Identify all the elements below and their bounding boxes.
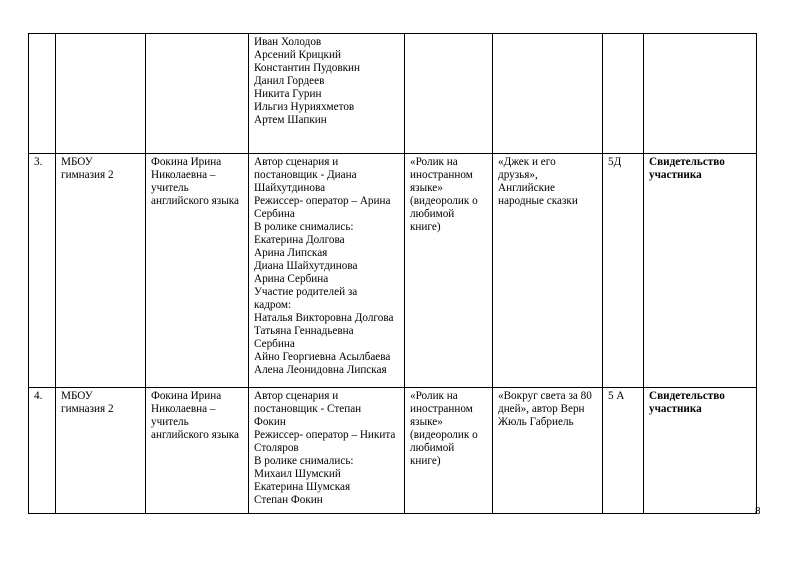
result-cell	[644, 388, 757, 514]
participants-line: Автор сценария и	[254, 156, 339, 168]
nomination-line: книге)	[410, 221, 441, 233]
participants-line: Арина Липская	[254, 247, 328, 259]
participants-cell	[249, 388, 405, 514]
work-line: Жюль Габриель	[498, 416, 574, 428]
row-number-text: 3.	[34, 156, 43, 168]
participants-line: Константин Пудовкин	[254, 62, 361, 74]
participants-cell	[249, 154, 405, 388]
teacher-line: Николаевна –	[151, 403, 216, 415]
participants-line: Сербина	[254, 338, 295, 350]
class-cell	[603, 388, 644, 514]
page-number: 8	[755, 506, 761, 517]
class-text: 5Д	[608, 156, 622, 168]
participants-line: Айно Георгиевна Асылбаева	[254, 351, 391, 363]
result-cell	[644, 34, 757, 154]
participants-line: Михаил Шумский	[254, 468, 341, 480]
participants-line: Наталья Викторовна Долгова	[254, 312, 394, 324]
participants-line: Алена Леонидовна Липская	[254, 364, 387, 376]
row-number-text: 4.	[34, 390, 43, 402]
participants-line: В ролике снимались:	[254, 221, 354, 233]
teacher-line: Фокина Ирина	[151, 390, 222, 402]
participants-line: В ролике снимались:	[254, 455, 354, 467]
nomination-cell	[405, 154, 493, 388]
nomination-cell	[405, 34, 493, 154]
row-number-cell	[29, 388, 56, 514]
nomination-line: «Ролик на	[410, 156, 458, 168]
nomination-line: (видеоролик о	[410, 429, 478, 441]
work-line: Английские	[498, 182, 555, 194]
result-line: участника	[649, 169, 702, 181]
result-line: участника	[649, 403, 702, 415]
nomination-cell	[405, 388, 493, 514]
teacher-line: английского языка	[151, 195, 239, 207]
teacher-line: Фокина Ирина	[151, 156, 222, 168]
school-line: МБОУ	[61, 156, 93, 168]
class-cell	[603, 154, 644, 388]
teacher-line: учитель	[151, 182, 189, 194]
nomination-line: языке»	[410, 416, 443, 428]
work-cell	[493, 154, 603, 388]
participants-line: Артем Шапкин	[254, 114, 327, 126]
participants-line: Арсений Крицкий	[254, 49, 341, 61]
participants-line: Режиссер- оператор – Никита	[254, 429, 396, 441]
work-line: народные сказки	[498, 195, 578, 207]
participants-line: Участие родителей за	[254, 286, 358, 298]
participants-line: Режиссер- оператор – Арина	[254, 195, 391, 207]
row-number-cell	[29, 34, 56, 154]
teacher-line: Николаевна –	[151, 169, 216, 181]
work-line: друзья»,	[498, 169, 538, 181]
table-row	[29, 388, 757, 514]
school-cell	[56, 388, 146, 514]
participants-line: Екатерина Долгова	[254, 234, 345, 246]
teacher-line: английского языка	[151, 429, 239, 441]
nomination-line: языке»	[410, 182, 443, 194]
result-cell	[644, 154, 757, 388]
result-line: Свидетельство	[649, 156, 725, 168]
participants-line: Степан Фокин	[254, 494, 323, 506]
teacher-cell	[146, 34, 249, 154]
nomination-line: любимой	[410, 442, 455, 454]
work-cell	[493, 388, 603, 514]
class-text: 5 А	[608, 390, 625, 402]
table-row	[29, 34, 757, 154]
participants-line: Автор сценария и	[254, 390, 339, 402]
table-row	[29, 154, 757, 388]
teacher-line: учитель	[151, 416, 189, 428]
nomination-line: книге)	[410, 455, 441, 467]
nomination-line: «Ролик на	[410, 390, 458, 402]
work-line: дней», автор Верн	[498, 403, 585, 415]
nomination-line: любимой	[410, 208, 455, 220]
participants-line: Шайхутдинова	[254, 182, 326, 194]
participants-line: Ильгиз Нурияхметов	[254, 101, 355, 113]
school-line: МБОУ	[61, 390, 93, 402]
nomination-line: (видеоролик о	[410, 195, 478, 207]
class-cell	[603, 34, 644, 154]
participants-line: кадром:	[254, 299, 292, 311]
results-table	[28, 33, 757, 514]
participants-line: Иван Холодов	[254, 36, 322, 48]
work-line: «Вокруг света за 80	[498, 390, 592, 402]
participants-line: Данил Гордеев	[254, 75, 325, 87]
work-cell	[493, 34, 603, 154]
participants-line: Никита Гурин	[254, 88, 322, 100]
participants-cell	[249, 34, 405, 154]
school-cell	[56, 154, 146, 388]
teacher-cell	[146, 154, 249, 388]
participants-line: Арина Сербина	[254, 273, 329, 285]
result-line: Свидетельство	[649, 390, 725, 402]
participants-line: Сербина	[254, 208, 295, 220]
school-line: гимназия 2	[61, 403, 114, 415]
participants-line: Фокин	[254, 416, 286, 428]
participants-line: Татьяна Геннадьевна	[254, 325, 354, 337]
participants-line: Диана Шайхутдинова	[254, 260, 358, 272]
teacher-cell	[146, 388, 249, 514]
participants-line: постановщик - Степан	[254, 403, 362, 415]
nomination-line: иностранном	[410, 169, 473, 181]
participants-line: постановщик - Диана	[254, 169, 357, 181]
school-line: гимназия 2	[61, 169, 114, 181]
nomination-line: иностранном	[410, 403, 473, 415]
participants-line: Столяров	[254, 442, 299, 454]
work-line: «Джек и его	[498, 156, 556, 168]
school-cell	[56, 34, 146, 154]
participants-line: Екатерина Шумская	[254, 481, 351, 493]
row-number-cell	[29, 154, 56, 388]
